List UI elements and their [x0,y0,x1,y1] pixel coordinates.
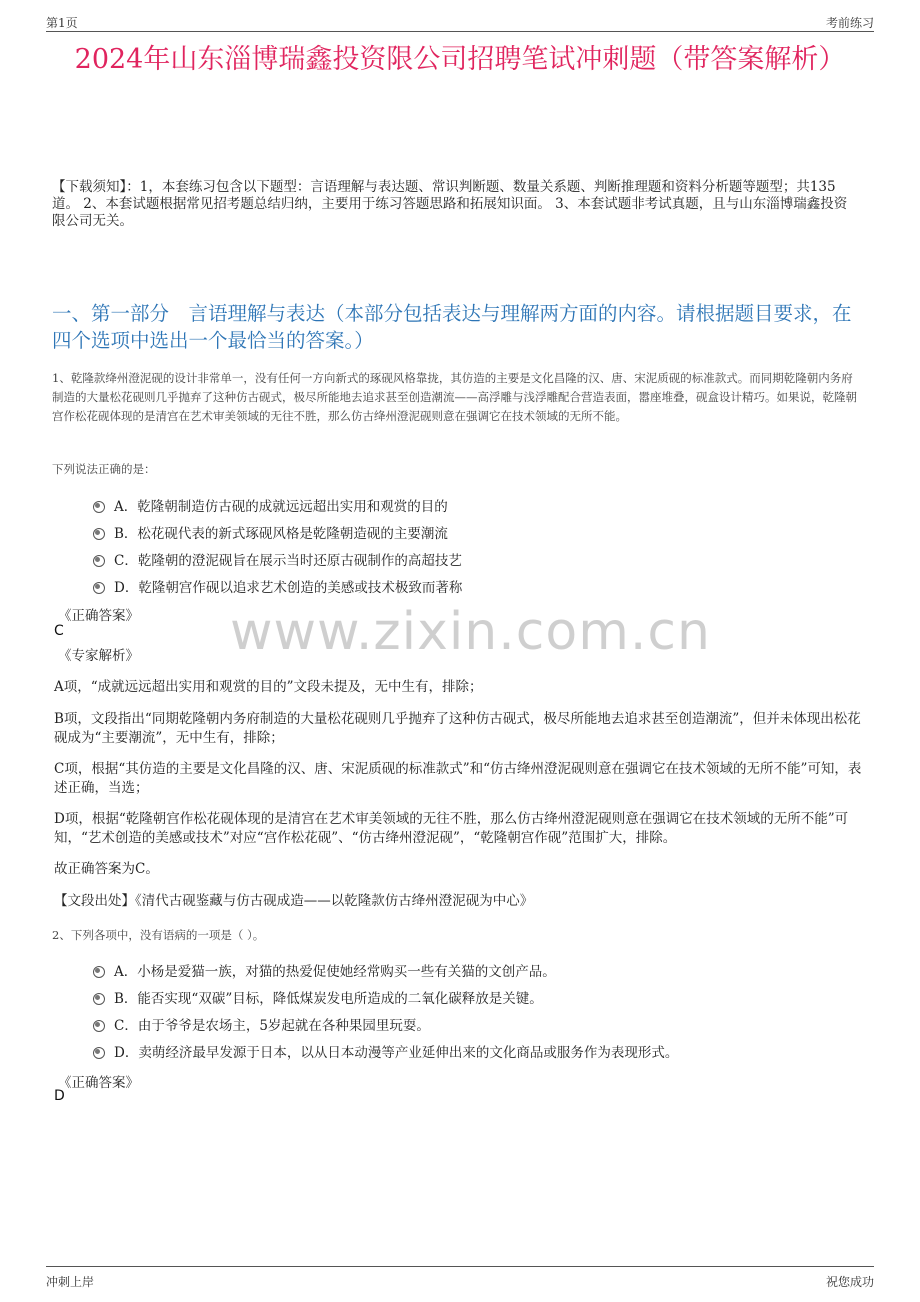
radio-icon[interactable] [93,966,105,978]
analysis-b: B项，文段指出“同期乾隆朝内务府制造的大量松花砚则几乎抛弃了这种仿古砚式，极尽所能地去追求甚至创造潮流”，但并未体现出松花砚成为“主要潮流”，无中生有，排除； [54,711,861,746]
question-2-options [93,956,860,1064]
footer-right: 祝您成功 [825,1275,874,1289]
option-a[interactable]: A．乾隆朝制造仿古砚的成就远远超出实用和观赏的目的 [93,491,860,518]
download-notice: 【下载须知】：1，本套练习包含以下题型：言语理解与表达题、常识判断题、数量关系题、判断推理题和资料分析题等题型；共135道。 2、本套试题根据常见招考题总结归纳，主要用于练习答题思路和拓展知识面。 3、本套试题非考试真题，且与山东淄博瑞鑫投资限公司无关。 [52,179,848,229]
answer-value: C [54,623,64,639]
answer-label: 《正确答案》 [58,608,139,624]
option-b[interactable]: B．能否实现“双碳”目标，降低煤炭发电所造成的二氧化碳释放是关键。 [93,983,860,1010]
analysis-label: 《专家解析》 [58,648,139,664]
radio-icon[interactable] [93,1047,105,1059]
question-1-prompt: 下列说法正确的是： [52,462,156,476]
answer-value: D [54,1088,65,1104]
option-b[interactable]: B．松花砚代表的新式琢砚风格是乾隆朝造砚的主要潮流 [93,518,860,545]
option-c[interactable]: C．由于爷爷是农场主，5岁起就在各种果园里玩耍。 [93,1010,860,1037]
question-1-text: 1、乾隆款绛州澄泥砚的设计非常单一，没有任何一方向新式的琢砚风格靠拢，其仿造的主要是文化昌隆的汉、唐、宋泥质砚的标准款式。而同期乾隆朝内务府制造的大量松花砚则几乎抛弃了这种仿古砚式，极尽所能地去追求甚至创造潮流——高浮雕与浅浮雕配合营造表面，嚣座堆叠，砚盒设计精巧。如果说，乾隆朝宫作松花砚体现的是清宫在艺术审美领域的无往不胜，那么仿古绛州澄泥砚则意在强调它在技术领域的无所不能。 [52,371,857,423]
page-number: 第1页 [46,16,78,30]
radio-icon[interactable] [93,1020,105,1032]
footer-left: 冲刺上岸 [46,1275,95,1289]
document-title: 2024年山东淄博瑞鑫投资限公司招聘笔试冲刺题（带答案解析） [74,44,846,75]
header-tag: 考前练习 [825,16,874,30]
analysis-d: D项，根据“乾隆朝宫作松花砚体现的是清宫在艺术审美领域的无往不胜，那么仿古绛州澄泥砚则意在强调它在技术领域的无所不能”可知，“艺术创造的美感或技术”对应“宫作松花砚”、“仿古绛州澄泥砚”，“乾隆朝宫作砚”范围扩大，排除。 [54,811,849,846]
source-note: 【文段出处】《清代古砚鉴藏与仿古砚成造——以乾隆款仿古绛州澄泥砚为中心》 [54,893,534,909]
watermark: www.zixin.com.cn [230,602,711,662]
radio-icon[interactable] [93,555,105,567]
radio-icon[interactable] [93,501,105,513]
question-2-text: 2、下列各项中，没有语病的一项是（ ）。 [52,928,265,942]
analysis-conclusion: 故正确答案为C。 [54,861,159,877]
option-c[interactable]: C．乾隆朝的澄泥砚旨在展示当时还原古砚制作的高超技艺 [93,545,860,572]
section-heading: 一、第一部分 言语理解与表达（本部分包括表达与理解两方面的内容。请根据题目要求，在四个选项中选出一个最恰当的答案。） [52,302,852,352]
page-header [46,12,874,32]
option-a[interactable]: A．小杨是爱猫一族，对猫的热爱促使她经常购买一些有关猫的文创产品。 [93,956,860,983]
analysis-c: C项，根据“其仿造的主要是文化昌隆的汉、唐、宋泥质砚的标准款式”和“仿古绛州澄泥砚则意在强调它在技术领域的无所不能”可知，表述正确，当选； [54,761,862,796]
question-1-options [93,491,860,599]
radio-icon[interactable] [93,993,105,1005]
answer-label: 《正确答案》 [58,1075,139,1091]
radio-icon[interactable] [93,528,105,540]
option-d[interactable]: D．乾隆朝宫作砚以追求艺术创造的美感或技术极致而著称 [93,572,860,599]
analysis-a: A项，“成就远远超出实用和观赏的目的”文段未提及，无中生有，排除； [54,679,483,695]
option-d[interactable]: D．卖萌经济最早发源于日本，以从日本动漫等产业延伸出来的文化商品或服务作为表现形式。 [93,1037,860,1064]
radio-icon[interactable] [93,582,105,594]
page-footer [46,1266,874,1290]
